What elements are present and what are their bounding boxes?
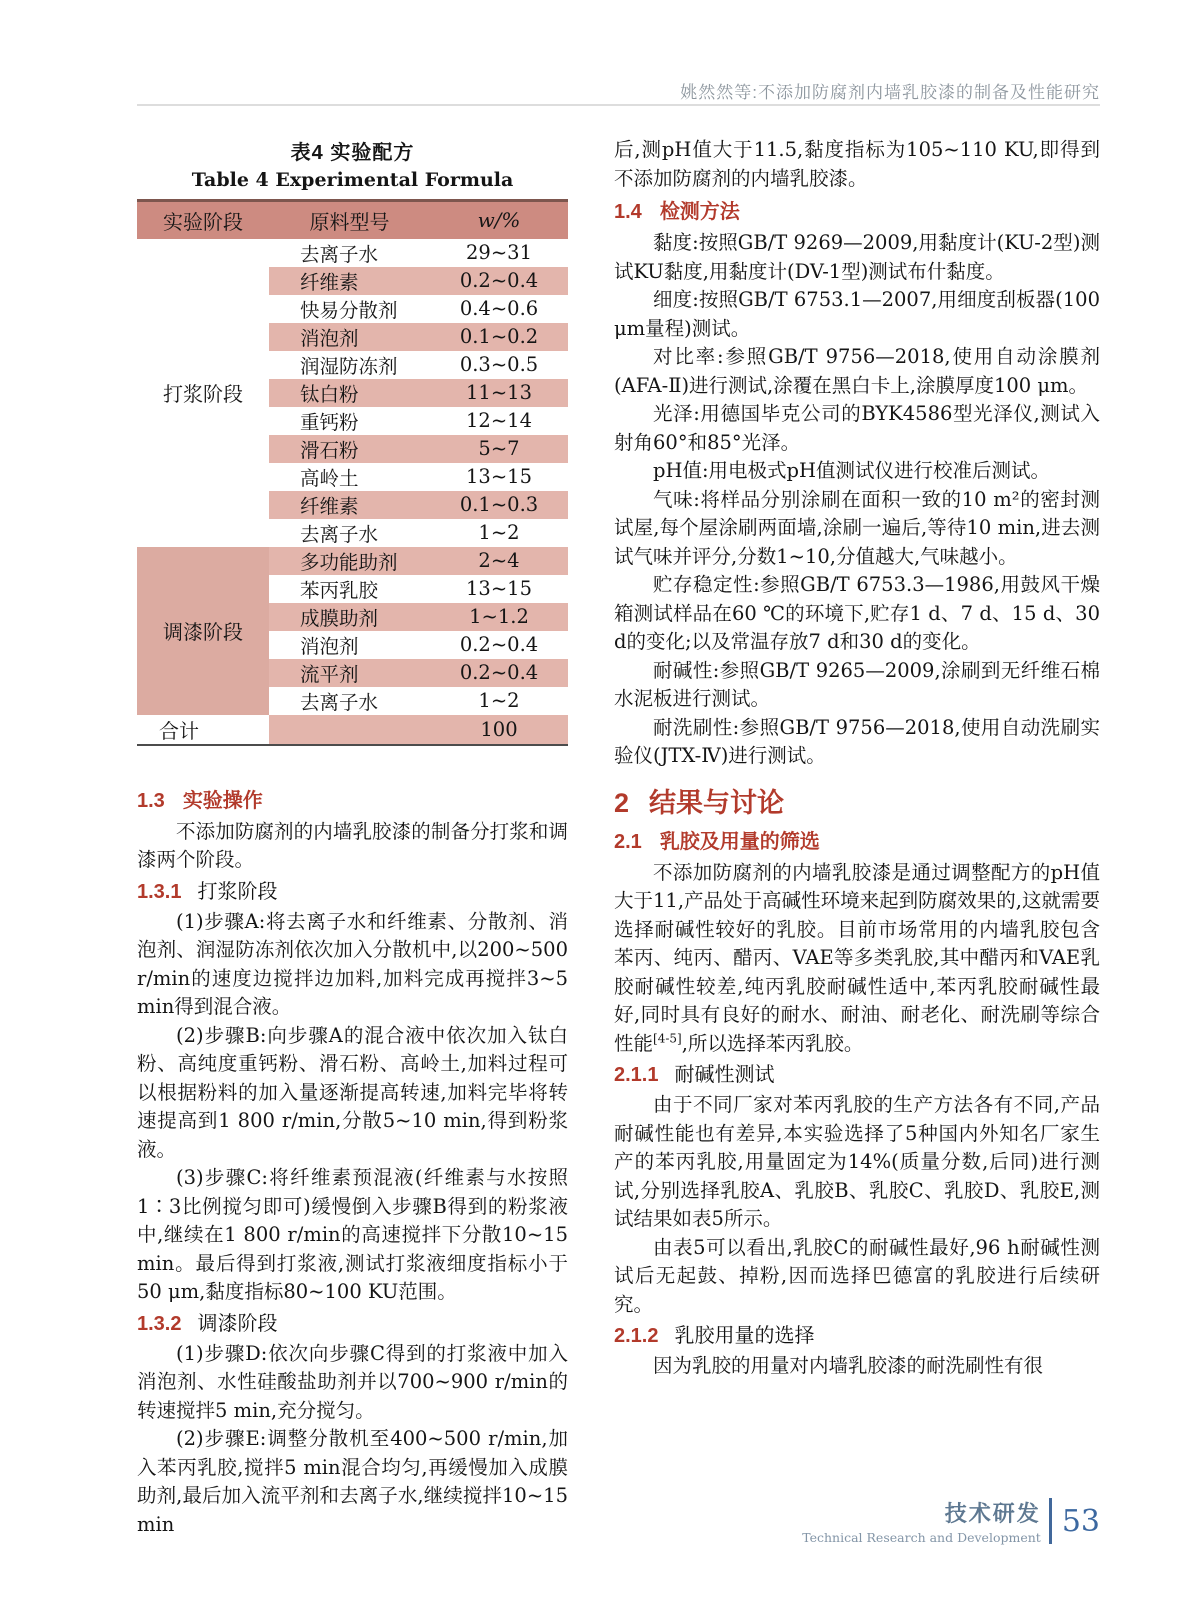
value-cell: 11~13 xyxy=(430,379,568,407)
material-cell: 重钙粉 xyxy=(300,410,359,434)
value-cell: 13~15 xyxy=(466,577,532,600)
paragraph: 气味:将样品分别涂刷在面积一致的10 m²的密封测试屋,每个屋涂刷两面墙,涂刷一遍后,等待10 min,进去测试气味并评分,分数1~10,分值越大,气味越小。 xyxy=(614,487,1100,568)
material-cell: 钛白粉 xyxy=(269,379,430,407)
paragraph: 由于不同厂家对苯丙乳胶的生产方法各有不同,产品耐碱性能也有差异,本实验选择了5种国内外知名厂家生产的苯丙乳胶,用量固定为14%(质量分数,后同)进行测试,分别选择乳胶A、乳胶B、乳胶C、乳胶D、乳胶E,测试结果如表5所示。 xyxy=(614,1093,1100,1230)
section-title: 耐碱性测试 xyxy=(674,1062,775,1086)
paragraph: 黏度:按照GB/T 9269—2009,用黏度计(KU-2型)测试KU黏度,用黏度计(DV-1型)测试布什黏度。 xyxy=(614,231,1100,283)
column-header-stage: 实验阶段 xyxy=(137,201,269,239)
footer-section-name xyxy=(802,1497,1041,1545)
section-number: 1.3.1 xyxy=(137,880,182,903)
value-cell: 0.2~0.4 xyxy=(459,633,539,656)
value-cell: 0.2~0.4 xyxy=(430,267,568,295)
section-heading-2-1-2 xyxy=(614,1321,1100,1351)
paragraph: (3)步骤C:将纤维素预混液(纤维素与水按照1∶3比例搅匀即可)缓慢倒入步骤B得到的粉浆液中,继续在1 800 r/min的高速搅拌下分散10~15 min。最后得到打浆液,测试打浆液细度指标小于50 μm,黏度指标80~100 KU范围。 xyxy=(137,1166,568,1303)
material-cell: 去离子水 xyxy=(300,522,379,546)
section-number: 1.3.2 xyxy=(137,1312,182,1335)
stage1-label-cell: 打浆阶段 xyxy=(137,239,269,547)
paragraph: 耐洗刷性:参照GB/T 9756—2018,使用自动洗刷实验仪(JTX-Ⅳ)进行测试。 xyxy=(614,715,1100,767)
value-cell: 29~31 xyxy=(466,241,532,264)
total-value-cell: 100 xyxy=(430,715,568,745)
table-header-row xyxy=(137,201,568,239)
section-heading-1-3-1 xyxy=(137,877,568,907)
material-cell: 流平剂 xyxy=(269,659,430,687)
section-title: 调漆阶段 xyxy=(197,1310,278,1335)
paragraph-text: ,所以选择苯丙乳胶。 xyxy=(681,1031,864,1055)
column-header-material: 原料型号 xyxy=(269,201,430,239)
material-cell: 纤维素 xyxy=(269,267,430,295)
footer-section-en: Technical Research and Development xyxy=(802,1530,1041,1545)
value-cell: 0.3~0.5 xyxy=(459,353,539,376)
table-title-en: Table 4 Experimental Formula xyxy=(191,169,514,191)
section-title: 乳胶及用量的筛选 xyxy=(659,830,820,853)
paragraph xyxy=(614,859,1100,1059)
section-heading-2 xyxy=(614,785,1100,821)
paragraph: pH值:用电极式pH值测试仪进行校准后测试。 xyxy=(653,459,1051,482)
content-area xyxy=(137,130,1100,1539)
value-cell: 13~15 xyxy=(466,465,532,488)
material-cell: 去离子水 xyxy=(300,242,379,266)
section-heading-1-3-2 xyxy=(137,1309,568,1339)
paragraph: 后,测pH值大于11.5,黏度指标为105~110 KU,即得到不添加防腐剂的内墙乳胶漆。 xyxy=(614,138,1100,190)
value-cell: 0.1~0.2 xyxy=(430,323,568,351)
paragraph: 不添加防腐剂的内墙乳胶漆的制备分打浆和调漆两个阶段。 xyxy=(137,819,568,871)
value-cell: 2~4 xyxy=(430,547,568,575)
material-cell: 纤维素 xyxy=(269,491,430,519)
paragraph: 对比率:参照GB/T 9756—2018,使用自动涂膜剂(AFA-Ⅱ)进行测试,涂覆在黑白卡上,涂膜厚度100 μm。 xyxy=(614,345,1100,397)
right-column xyxy=(614,130,1100,1539)
footer xyxy=(802,1497,1100,1545)
total-label-cell: 合计 xyxy=(159,718,199,743)
formula-table xyxy=(137,199,568,746)
section-title: 结果与讨论 xyxy=(649,787,785,818)
header-divider xyxy=(137,104,1100,106)
value-cell: 1~2 xyxy=(478,689,520,712)
table-row xyxy=(137,547,568,575)
empty-cell xyxy=(269,715,430,745)
paragraph: (1)步骤D:依次向步骤C得到的打浆液中加入消泡剂、水性硅酸盐助剂并以700~900 r/min的转速搅拌5 min,充分搅匀。 xyxy=(137,1341,568,1422)
section-number: 1.4 xyxy=(614,201,642,223)
section-title: 检测方法 xyxy=(659,201,740,223)
section-title: 打浆阶段 xyxy=(197,878,278,903)
value-cell: 12~14 xyxy=(466,409,532,432)
material-cell: 消泡剂 xyxy=(269,323,430,351)
section-number: 2.1.1 xyxy=(614,1064,659,1086)
section-number: 2.1.2 xyxy=(614,1325,659,1347)
value-cell: 0.2~0.4 xyxy=(430,659,568,687)
citation-reference: [4-5] xyxy=(653,1031,682,1045)
value-cell: 1~1.2 xyxy=(430,603,568,631)
section-number: 1.3 xyxy=(137,789,165,812)
table-total-row xyxy=(137,715,568,745)
section-number: 2 xyxy=(614,787,630,818)
value-cell: 0.4~0.6 xyxy=(459,297,539,320)
section-heading-1-4 xyxy=(614,197,1100,227)
material-cell: 成膜助剂 xyxy=(269,603,430,631)
material-cell: 滑石粉 xyxy=(269,435,430,463)
paragraph: 贮存稳定性:参照GB/T 6753.3—1986,用鼓风干燥箱测试样品在60 ℃的环境下,贮存1 d、7 d、15 d、30 d的变化;以及常温存放7 d和30 d的变化。 xyxy=(614,573,1100,653)
table-row xyxy=(137,239,568,267)
stage2-label-cell: 调漆阶段 xyxy=(137,547,269,715)
column-header-w-percent: w/% xyxy=(430,201,568,239)
material-cell: 高岭土 xyxy=(300,466,359,490)
table-title-cn: 表4 实验配方 xyxy=(290,142,415,164)
paragraph: 由表5可以看出,乳胶C的耐碱性最好,96 h耐碱性测试后无起鼓、掉粉,因而选择巴德富的乳胶进行后续研究。 xyxy=(614,1235,1100,1316)
section-title: 实验操作 xyxy=(182,789,263,812)
value-cell: 0.1~0.3 xyxy=(430,491,568,519)
material-cell: 润湿防冻剂 xyxy=(300,354,398,378)
paragraph-text: 不添加防腐剂的内墙乳胶漆是通过调整配方的pH值大于11,产品处于高碱性环境来起到防腐效果的,这就需要选择耐碱性较好的乳胶。目前市场常用的内墙乳胶包含苯丙、纯丙、醋丙、VAE等多类乳胶,其中醋丙和VAE乳胶耐碱性较差,纯丙乳胶耐碱性适中,苯丙乳胶耐碱性最好,同时具有良好的耐水、耐油、耐老化、耐洗刷等综合性能 xyxy=(614,860,1100,1055)
paragraph: 耐碱性:参照GB/T 9265—2009,涂刷到无纤维石棉水泥板进行测试。 xyxy=(614,658,1100,710)
section-heading-1-3 xyxy=(137,786,568,816)
section-heading-2-1-1 xyxy=(614,1060,1100,1090)
section-heading-2-1 xyxy=(614,827,1100,857)
paragraph: 因为乳胶的用量对内墙乳胶漆的耐洗刷性有很 xyxy=(653,1354,1044,1377)
page-number: 53 xyxy=(1061,1503,1100,1539)
value-cell: 1~2 xyxy=(478,521,520,544)
section-title: 乳胶用量的选择 xyxy=(674,1323,815,1347)
paragraph: 细度:按照GB/T 6753.1—2007,用细度刮板器(100 μm量程)测试。 xyxy=(614,288,1100,340)
section-number: 2.1 xyxy=(614,830,642,853)
paragraph: (1)步骤A:将去离子水和纤维素、分散剂、消泡剂、润湿防冻剂依次加入分散机中,以200~500 r/min的速度边搅拌边加料,加料完成再搅拌3~5 min得到混合液。 xyxy=(137,909,568,1018)
material-cell: 消泡剂 xyxy=(300,634,359,658)
footer-section-cn: 技术研发 xyxy=(944,1501,1041,1526)
value-cell: 5~7 xyxy=(430,435,568,463)
material-cell: 快易分散剂 xyxy=(300,298,398,322)
paragraph: 光泽:用德国毕克公司的BYK4586型光泽仪,测试入射角60°和85°光泽。 xyxy=(614,402,1100,454)
paragraph: (2)步骤B:向步骤A的混合液中依次加入钛白粉、高纯度重钙粉、滑石粉、高岭土,加料过程可以根据粉料的加入量逐渐提高转速,加料完毕将转速提高到1 800 r/min,分散5~10 min,得到粉浆液。 xyxy=(137,1023,568,1161)
left-column xyxy=(137,130,568,1539)
paragraph: (2)步骤E:调整分散机至400~500 r/min,加入苯丙乳胶,搅拌5 min混合均匀,再缓慢加入成膜助剂,最后加入流平剂和去离子水,继续搅拌10~15 min xyxy=(137,1427,568,1536)
material-cell: 多功能助剂 xyxy=(269,547,430,575)
footer-divider-bar xyxy=(1049,1498,1052,1544)
material-cell: 去离子水 xyxy=(300,690,379,714)
running-head: 姚然然等:不添加防腐剂内墙乳胶漆的制备及性能研究 xyxy=(680,83,1100,102)
material-cell: 苯丙乳胶 xyxy=(300,578,379,602)
